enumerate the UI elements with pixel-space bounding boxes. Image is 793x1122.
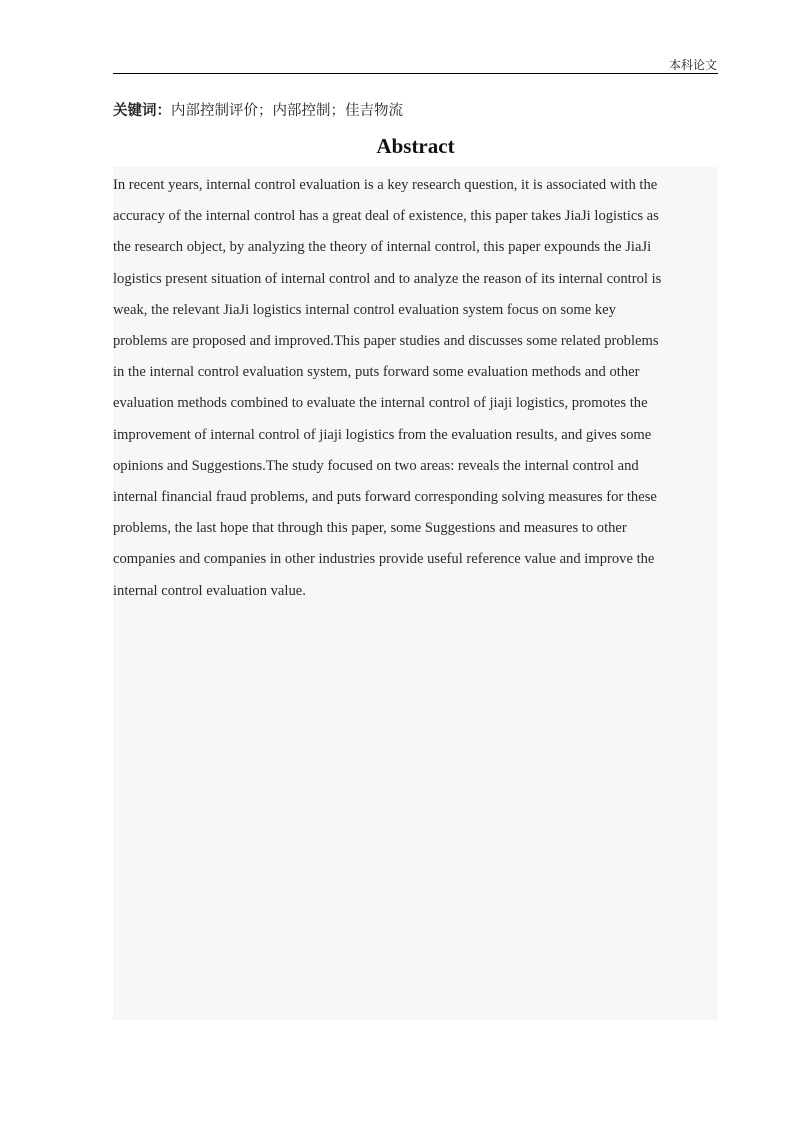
abstract-line: internal financial fraud problems, and puts forward corresponding solving measures for these — [113, 489, 657, 506]
abstract-line: internal control evaluation value. — [113, 582, 306, 599]
keywords-text: 内部控制评价；内部控制；佳吉物流 — [171, 103, 403, 119]
abstract-body — [113, 170, 718, 607]
abstract-line: the research object, by analyzing the theory of internal control, this paper expounds the JiaJi — [113, 239, 652, 256]
abstract-line: evaluation methods combined to evaluate the internal control of jiaji logistics, promotes the — [113, 395, 648, 412]
keywords-label: 关键词： — [113, 103, 171, 119]
running-header: 本科论文 — [668, 58, 717, 72]
abstract-panel — [113, 167, 718, 1020]
abstract-line: accuracy of the internal control has a great deal of existence, this paper takes JiaJi logistics as — [113, 208, 659, 225]
abstract-line: weak, the relevant JiaJi logistics internal control evaluation system focus on some key — [113, 301, 616, 318]
abstract-title: Abstract — [376, 134, 455, 158]
keywords-line — [113, 99, 718, 120]
abstract-line: logistics present situation of internal control and to analyze the reason of its internal control is — [113, 270, 662, 287]
abstract-line: in the internal control evaluation system, puts forward some evaluation methods and other — [113, 364, 640, 381]
header-rule — [113, 73, 718, 74]
abstract-line: problems, the last hope that through this paper, some Suggestions and measures to other — [113, 520, 627, 537]
abstract-line: problems are proposed and improved.This paper studies and discusses some related problems — [113, 333, 659, 350]
abstract-line: opinions and Suggestions.The study focused on two areas: reveals the internal control and — [113, 457, 639, 474]
abstract-line: In recent years, internal control evaluation is a key research question, it is associated with the — [113, 177, 658, 193]
abstract-line: companies and companies in other industries provide useful reference value and improve the — [113, 551, 655, 568]
abstract-line: improvement of internal control of jiaji logistics from the evaluation results, and gives some — [113, 426, 652, 443]
